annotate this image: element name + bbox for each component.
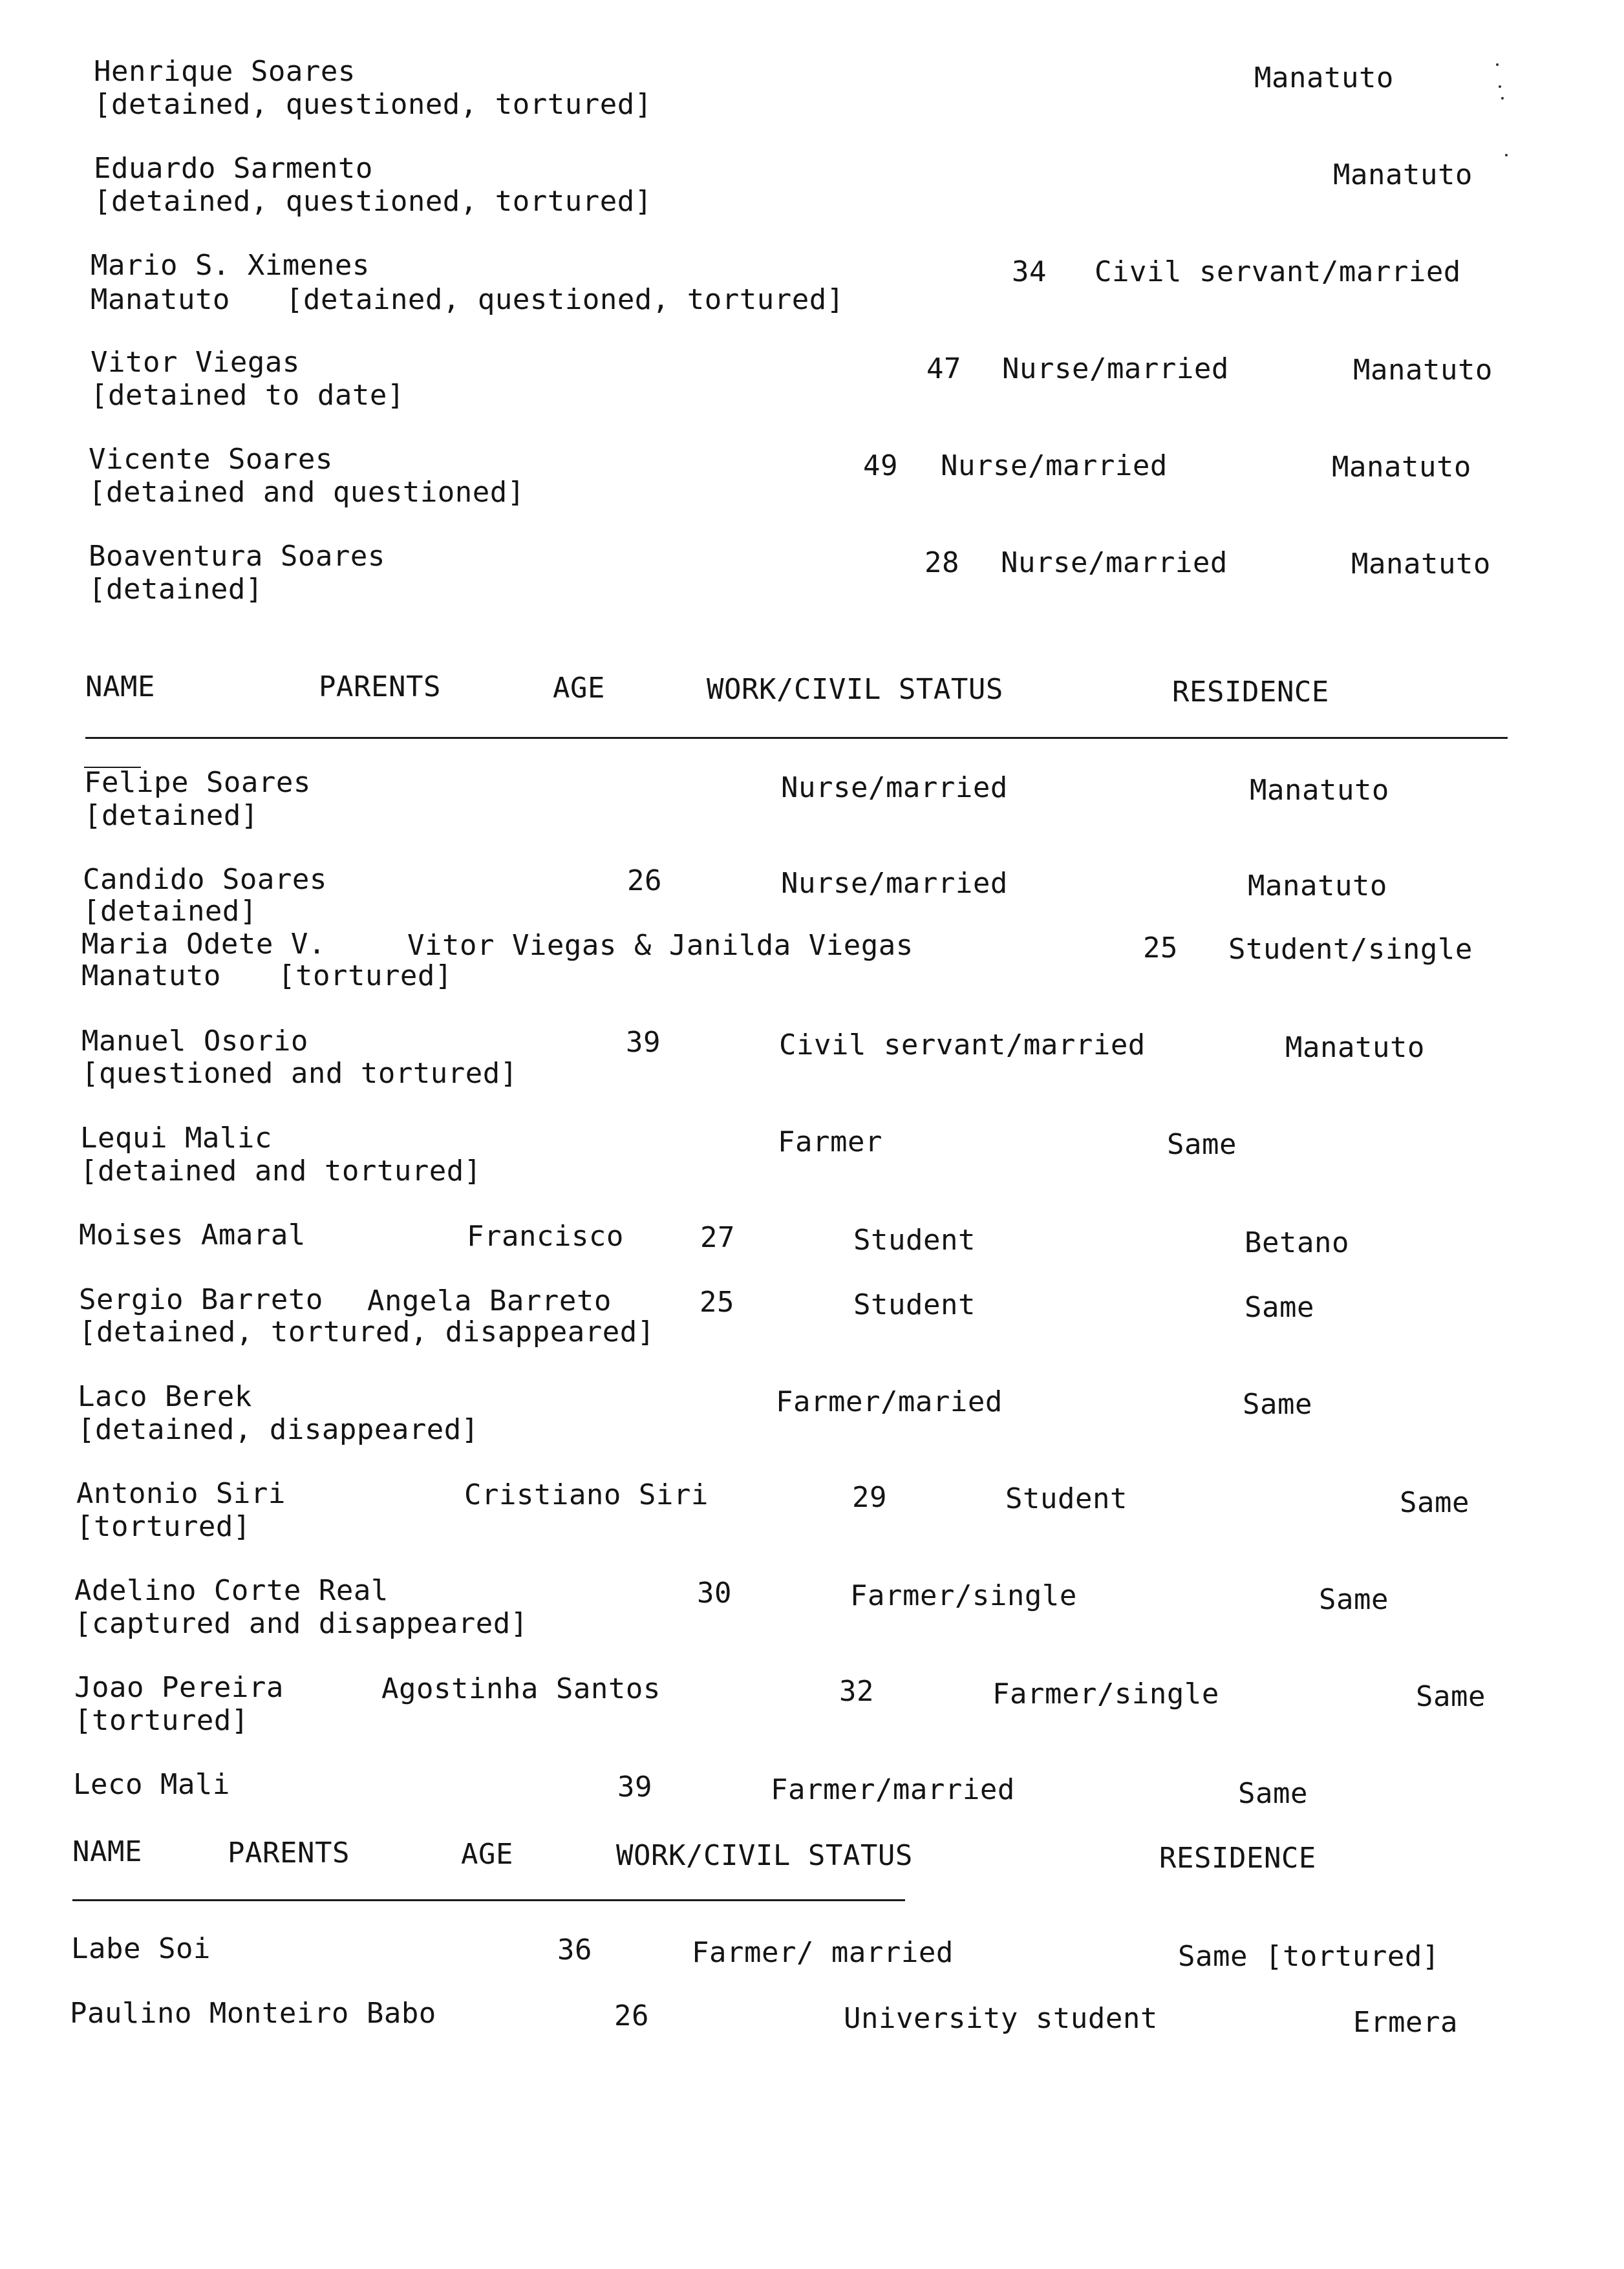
victim-name: Laco Berek xyxy=(78,1380,252,1413)
victim-parents: Francisco xyxy=(467,1220,624,1253)
victim-work: Student xyxy=(853,1224,976,1257)
victim-residence: Same xyxy=(1245,1291,1314,1324)
victim-note: [detained, disappeared] xyxy=(78,1413,479,1446)
victim-work: Civil servant/married xyxy=(779,1028,1146,1061)
victim-work: Farmer/married xyxy=(771,1773,1015,1806)
victim-note: [detained to date] xyxy=(91,379,405,412)
victim-name: Vitor Viegas xyxy=(91,346,300,379)
victim-name: Antonio Siri xyxy=(76,1477,286,1510)
column-header-parents: PARENTS xyxy=(228,1837,350,1870)
victim-work: Nurse/married xyxy=(941,449,1168,482)
victim-residence: Manatuto xyxy=(1285,1031,1425,1064)
victim-work: Farmer xyxy=(778,1125,882,1158)
victim-residence: Manatuto xyxy=(81,959,221,992)
victim-age: 32 xyxy=(839,1675,874,1708)
victim-work: Nurse/married xyxy=(1002,352,1229,385)
column-header-age: AGE xyxy=(461,1838,513,1871)
victim-work: Nurse/married xyxy=(781,771,1008,804)
column-header-name: NAME xyxy=(85,670,155,703)
victim-name: Moises Amaral xyxy=(79,1219,306,1252)
victim-name: Eduardo Sarmento xyxy=(94,152,373,185)
victim-residence: Manatuto xyxy=(1248,869,1387,902)
victim-residence: Ermera xyxy=(1353,2006,1458,2039)
victim-work: Farmer/maried xyxy=(776,1385,1003,1418)
victim-work: Nurse/married xyxy=(1001,546,1228,579)
column-header-parents: PARENTS xyxy=(319,670,441,703)
victim-residence: Same xyxy=(1400,1486,1469,1519)
victim-residence: Same xyxy=(1167,1128,1237,1161)
victim-name: Adelino Corte Real xyxy=(74,1574,389,1607)
victim-age: 28 xyxy=(924,546,959,579)
victim-note: [captured and disappeared] xyxy=(74,1607,528,1640)
victim-note: [detained and tortured] xyxy=(80,1155,482,1188)
victim-age: 29 xyxy=(852,1481,887,1514)
victim-age: 27 xyxy=(700,1221,735,1254)
victim-age: 34 xyxy=(1012,255,1047,288)
victim-name: Manuel Osorio xyxy=(81,1025,308,1058)
victim-age: 26 xyxy=(627,864,662,897)
victim-name: Lequi Malic xyxy=(80,1122,272,1155)
victim-note: [detained, questioned, tortured] xyxy=(94,185,652,218)
victim-residence: Manatuto xyxy=(1333,158,1473,191)
column-header-name: NAME xyxy=(72,1835,142,1868)
column-header-work: WORK/CIVIL STATUS xyxy=(707,673,1003,706)
victim-work: Student xyxy=(853,1288,976,1321)
header-rule xyxy=(85,737,1508,739)
victim-note: [detained] xyxy=(83,895,257,928)
victim-residence: Betano xyxy=(1245,1226,1349,1259)
victim-name: Leco Mali xyxy=(73,1768,230,1801)
victim-note: [tortured] xyxy=(278,959,453,992)
scan-speck xyxy=(1496,63,1499,66)
victim-parents: Cristiano Siri xyxy=(464,1478,709,1511)
victim-residence: Manatuto xyxy=(1351,548,1491,581)
scan-speck xyxy=(1499,85,1501,88)
victim-age: 30 xyxy=(697,1577,732,1610)
victim-name: Felipe Soares xyxy=(84,766,311,799)
victim-work: Nurse/married xyxy=(781,867,1008,900)
victim-name: Henrique Soares xyxy=(94,55,356,88)
victim-parents: Angela Barreto xyxy=(367,1284,612,1317)
victim-work: Farmer/single xyxy=(850,1579,1077,1612)
victim-residence: Same xyxy=(1416,1680,1486,1713)
column-header-work: WORK/CIVIL STATUS xyxy=(616,1839,913,1872)
victim-residence: Same xyxy=(1243,1388,1312,1421)
victim-note: [detained] xyxy=(89,573,263,606)
victim-residence: Manatuto xyxy=(1250,774,1389,807)
victim-name: Sergio Barreto xyxy=(79,1283,323,1316)
victim-age: 26 xyxy=(614,1999,649,2032)
victim-note: [detained, tortured, disappeared] xyxy=(79,1316,655,1348)
victim-note: [tortured] xyxy=(74,1704,249,1737)
victim-residence: Manatuto xyxy=(91,283,230,316)
column-header-residence: RESIDENCE xyxy=(1172,676,1329,708)
victim-age: 39 xyxy=(626,1026,661,1059)
victim-work: Civil servant/married xyxy=(1095,255,1461,288)
victim-work: Student/single xyxy=(1228,933,1473,966)
scan-speck xyxy=(1505,154,1508,156)
victim-age: 47 xyxy=(926,352,961,385)
victim-parents: Vitor Viegas & Janilda Viegas xyxy=(407,929,914,962)
victim-age: 49 xyxy=(863,449,898,482)
column-header-residence: RESIDENCE xyxy=(1159,1842,1316,1875)
victim-parents: Agostinha Santos xyxy=(381,1672,661,1705)
victim-work: Farmer/single xyxy=(992,1678,1219,1710)
victim-name: Candido Soares xyxy=(83,863,327,896)
column-header-age: AGE xyxy=(553,672,605,705)
victim-name: Labe Soi xyxy=(71,1932,211,1965)
victim-work: Farmer/ married xyxy=(692,1936,954,1969)
victim-note: [detained, questioned, tortured] xyxy=(286,283,844,316)
victim-name: Mario S. Ximenes xyxy=(91,249,370,282)
victim-residence: Manatuto xyxy=(1353,354,1493,387)
victim-residence: Manatuto xyxy=(1254,61,1394,94)
victim-name: Vicente Soares xyxy=(89,443,333,476)
header-rule xyxy=(72,1899,905,1901)
victim-name: Boaventura Soares xyxy=(89,540,385,573)
victim-name: Joao Pereira xyxy=(74,1671,284,1704)
victim-note: [detained and questioned] xyxy=(89,476,525,509)
victim-residence: Same [tortured] xyxy=(1178,1940,1440,1973)
scan-speck xyxy=(1501,97,1504,100)
victim-residence: Same xyxy=(1238,1777,1308,1810)
victim-name: Paulino Monteiro Babo xyxy=(70,1997,436,2030)
victim-note: [questioned and tortured] xyxy=(81,1057,518,1090)
victim-note: [detained, questioned, tortured] xyxy=(94,88,652,121)
victim-age: 25 xyxy=(1143,932,1178,964)
victim-work: Student xyxy=(1005,1482,1127,1515)
victim-note: [detained] xyxy=(84,799,259,832)
victim-residence: Same xyxy=(1319,1583,1389,1616)
victim-note: [tortured] xyxy=(76,1510,251,1543)
victim-age: 39 xyxy=(617,1771,652,1804)
victim-name: Maria Odete V. xyxy=(81,928,326,961)
victim-residence: Manatuto xyxy=(1332,451,1471,484)
victim-work: University student xyxy=(844,2002,1158,2035)
victim-age: 36 xyxy=(557,1933,592,1966)
victim-age: 25 xyxy=(700,1286,734,1319)
